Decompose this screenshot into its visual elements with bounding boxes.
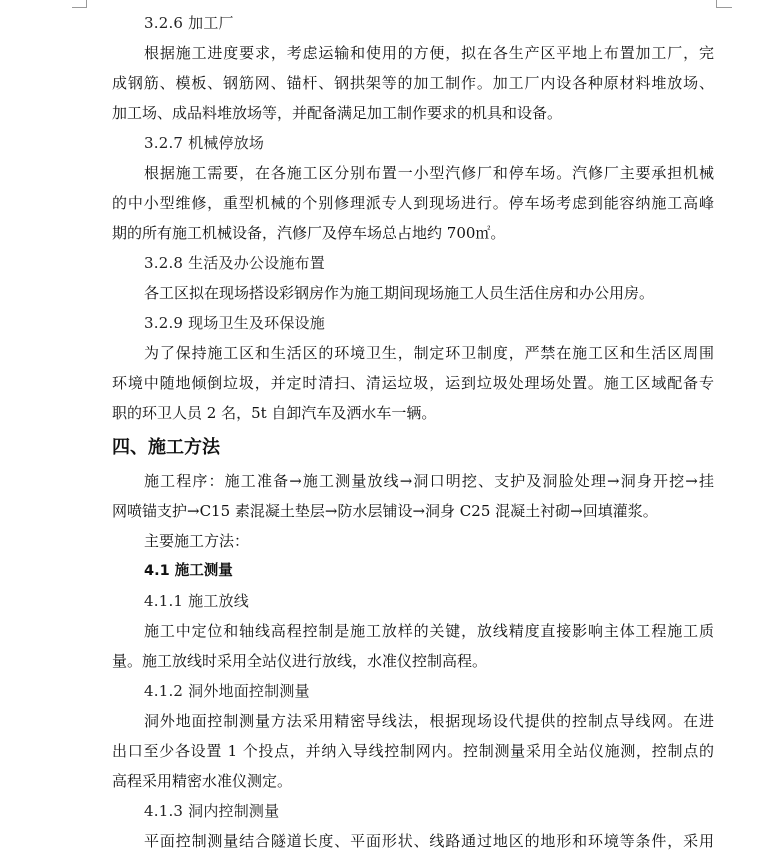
methods-label: 主要施工方法： [144, 532, 250, 550]
crop-mark-left-horizontal [72, 7, 87, 8]
paragraph-line: 职的环卫人员 2 名，5t 自卸汽车及洒水车一辆。 [112, 404, 437, 422]
procedure-line: 施工程序：施工准备→施工测量放线→洞口明挖、支护及洞脸处理→洞身开挖→挂 [144, 472, 714, 490]
procedure-line: 网喷锚支护→C15 素混凝土垫层→防水层铺设→洞身 C25 混凝土衬砌→回填灌浆。 [112, 502, 658, 520]
paragraph-line: 环境中随地倾倒垃圾，并定时清扫、清运垃圾，运到垃圾处理场处置。施工区域配备专 [112, 374, 714, 392]
section-heading-3-2-9: 3.2.9 现场卫生及环保设施 [144, 314, 325, 332]
paragraph-line: 平面控制测量结合隧道长度、平面形状、线路通过地区的地形和环境等条件，采用 [144, 832, 714, 850]
item-heading-4-1-1: 4.1.1 施工放线 [144, 592, 249, 610]
crop-mark-right-horizontal [716, 7, 732, 8]
chapter-title: 四、施工方法 [112, 437, 220, 458]
paragraph-line: 量。施工放线时采用全站仪进行放线，水准仪控制高程。 [112, 652, 488, 670]
paragraph-line: 施工中定位和轴线高程控制是施工放样的关键，放线精度直接影响主体工程施工质 [144, 622, 714, 640]
paragraph-line: 成钢筋、模板、钢筋网、锚杆、钢拱架等的加工制作。加工厂内设各种原材料堆放场、 [112, 74, 714, 92]
paragraph-line: 高程采用精密水准仪测定。 [112, 772, 293, 790]
paragraph-line: 加工场、成品料堆放场等，并配备满足加工制作要求的机具和设备。 [112, 104, 563, 122]
document-page [112, 8, 714, 856]
paragraph-line: 根据施工进度要求，考虑运输和使用的方便，拟在各生产区平地上布置加工厂，完 [144, 44, 714, 62]
paragraph-line: 出口至少各设置 1 个投点，并纳入导线控制网内。控制测量采用全站仪施测，控制点的 [112, 742, 714, 760]
item-heading-4-1-2: 4.1.2 洞外地面控制测量 [144, 682, 310, 700]
section-heading-3-2-6: 3.2.6 加工厂 [144, 14, 234, 32]
paragraph-line: 洞外地面控制测量方法采用精密导线法，根据现场设代提供的控制点导线网。在进 [144, 712, 714, 730]
section-heading-3-2-7: 3.2.7 机械停放场 [144, 134, 265, 152]
paragraph-line: 根据施工需要，在各施工区分别布置一小型汽修厂和停车场。汽修厂主要承担机械 [144, 164, 714, 182]
section-heading-3-2-8: 3.2.8 生活及办公设施布置 [144, 254, 325, 272]
item-heading-4-1-3: 4.1.3 洞内控制测量 [144, 802, 280, 820]
paragraph-line: 的中小型维修，重型机械的个别修理派专人到现场进行。停车场考虑到能容纳施工高峰 [112, 194, 714, 212]
paragraph-line: 为了保持施工区和生活区的环境卫生，制定环卫制度，严禁在施工区和生活区周围 [144, 344, 714, 362]
paragraph-line: 各工区拟在现场搭设彩钢房作为施工期间现场施工人员生活住房和办公用房。 [144, 284, 655, 302]
subsection-title: 4.1 施工测量 [144, 563, 233, 579]
paragraph-line: 期的所有施工机械设备，汽修厂及停车场总占地约 700㎡。 [112, 224, 506, 242]
